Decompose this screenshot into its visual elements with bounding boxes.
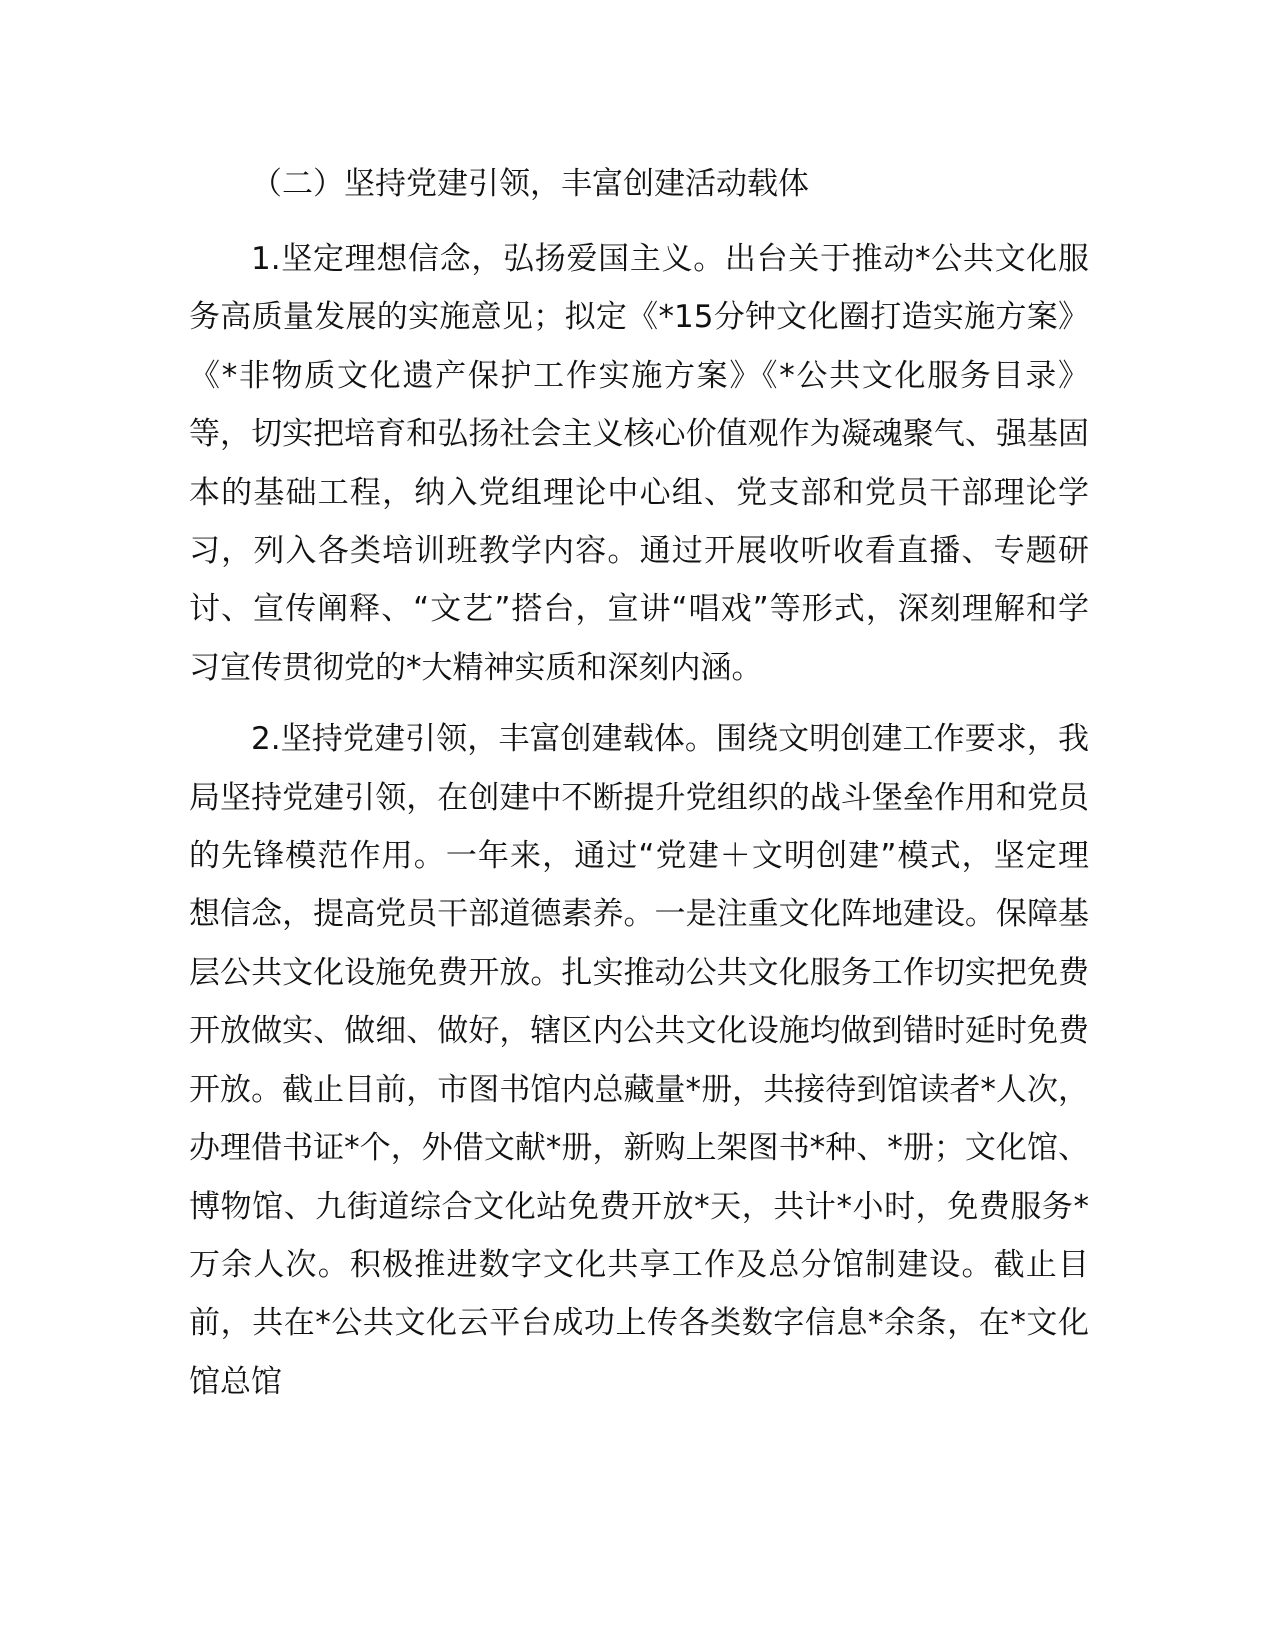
document-body: [189, 158, 1089, 1424]
paragraph-1: 1.坚定理想信念，弘扬爱国主义。出台关于推动*公共文化服务高质量发展的实施意见；拟定《*15分钟文化圈打造实施方案》《*非物质文化遗产保护工作实施方案》《*公共文化服务目录》等，切实把培育和弘扬社会主义核心价值观作为凝魂聚气、强基固本的基础工程，纳入党组理论中心组、党支部和党员干部理论学习，列入各类培训班教学内容。通过开展收听收看直播、专题研讨、宣传阐释、“文艺”搭台，宣讲“唱戏”等形式，深刻理解和学习宣传贯彻党的*大精神实质和深刻内涵。: [189, 241, 1089, 686]
section-heading: （二）坚持党建引领，丰富创建活动载体: [251, 166, 809, 202]
paragraph-2: 2.坚持党建引领，丰富创建载体。围绕文明创建工作要求，我局坚持党建引领，在创建中不断提升党组织的战斗堡垒作用和党员的先锋模范作用。一年来，通过“党建＋文明创建”模式，坚定理想信念，提高党员干部道德素养。一是注重文化阵地建设。保障基层公共文化设施免费开放。扎实推动公共文化服务工作切实把免费开放做实、做细、做好，辖区内公共文化设施均做到错时延时免费开放。截止目前，市图书馆内总藏量*册，共接待到馆读者*人次，办理借书证*个，外借文献*册，新购上架图书*种、*册；文化馆、博物馆、九街道综合文化站免费开放*天，共计*小时，免费服务*万余人次。积极推进数字文化共享工作及总分馆制建设。截止目前，共在*公共文化云平台成功上传各类数字信息*余条，在*文化馆总馆: [189, 721, 1089, 1400]
